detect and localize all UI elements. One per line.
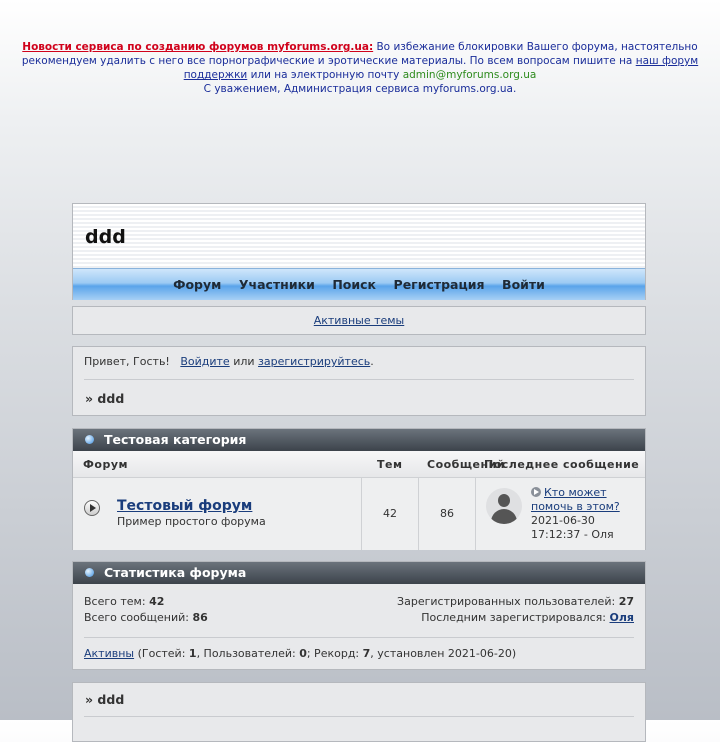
forum-header — [72, 203, 646, 300]
service-notice — [0, 40, 720, 96]
go-to-post-icon[interactable] — [531, 487, 541, 497]
users-value: 0 — [299, 647, 307, 660]
guests-label: (Гостей: — [134, 647, 189, 660]
forum-title: ddd — [85, 226, 126, 248]
notice-text-1: Во избежание блокировки Вашего форума, настоятельно рекомендуем удалить с него все порнографические и эротические материалы. По всем вопросам пишите на — [21, 41, 698, 67]
greeting-line: Привет, Гость! Войдите или зарегистрируйтесь. — [84, 355, 374, 368]
nav-members[interactable]: Участники — [238, 277, 315, 292]
greeting-text: Привет, Гость! — [84, 355, 170, 368]
stats-header — [73, 562, 645, 584]
active-topics-link[interactable]: Активные темы — [313, 314, 405, 327]
forum-row — [73, 478, 645, 550]
stats-registered-value: 27 — [618, 595, 634, 608]
bullet-icon — [85, 435, 94, 444]
online-stats — [84, 647, 516, 660]
divider — [84, 379, 634, 380]
or-text: или — [233, 355, 255, 368]
last-post-info — [531, 486, 641, 542]
welcome-panel — [72, 346, 646, 416]
guests-value: 1 — [188, 647, 197, 660]
stats-registered-label: Зарегистрированных пользователей: — [397, 595, 616, 608]
divider — [84, 637, 634, 638]
stats-block — [72, 561, 646, 670]
active-topics-bar — [72, 306, 646, 335]
active-users-link[interactable]: Активны — [84, 647, 135, 660]
users-label: , Пользователей: — [196, 647, 300, 660]
last-post-date: 2021-06-30 — [531, 514, 595, 527]
stats-topics — [84, 595, 164, 608]
col-last-post: Последнее сообщение — [484, 458, 640, 471]
forum-status-icon — [84, 500, 100, 516]
login-link[interactable]: Войдите — [180, 355, 230, 368]
stats-posts — [84, 611, 208, 624]
forum-description: Пример простого форума — [117, 515, 266, 528]
forum-post-count: 86 — [440, 507, 454, 520]
stats-registered — [397, 595, 634, 608]
record-date: , установлен 2021-06-20) — [370, 647, 517, 660]
forum-name-link[interactable]: Тестовый форум — [117, 498, 253, 514]
col-topics: Тем — [377, 458, 403, 471]
stats-topics-value: 42 — [149, 595, 165, 608]
header-stripes — [73, 204, 645, 268]
stats-posts-value: 86 — [192, 611, 208, 624]
record-value: 7 — [362, 647, 371, 660]
nav-forum[interactable]: Форум — [173, 277, 222, 292]
col-posts: Сообщений — [427, 458, 506, 471]
stats-posts-label: Всего сообщений: — [84, 611, 189, 624]
last-registered-user-link[interactable]: Оля — [609, 611, 634, 624]
record-label: ; Рекорд: — [306, 647, 363, 660]
admin-email: admin@myforums.org.ua — [402, 69, 537, 81]
col-forum: Форум — [83, 458, 129, 471]
nav-search[interactable]: Поиск — [332, 277, 377, 292]
main-nav — [73, 268, 645, 300]
stats-last-registered-label: Последним зарегистрировался: — [421, 611, 607, 624]
stats-title: Статистика форума — [104, 565, 247, 580]
stats-last-registered — [421, 611, 634, 624]
stats-topics-label: Всего тем: — [84, 595, 146, 608]
col-divider — [475, 478, 476, 550]
category-block — [72, 428, 646, 550]
support-forum-link[interactable]: наш форум поддержки — [183, 55, 699, 81]
register-link[interactable]: зарегистрируйтесь — [258, 355, 371, 368]
bullet-icon — [85, 568, 94, 577]
category-title[interactable]: Тестовая категория — [104, 432, 247, 447]
notice-text-2: или на электронную почту — [247, 69, 403, 81]
last-post-meta: 17:12:37 - Оля — [531, 528, 614, 541]
column-headers — [73, 451, 645, 478]
footer-panel — [72, 682, 646, 742]
user-avatar-icon — [486, 488, 522, 524]
col-divider — [418, 478, 419, 550]
footer-breadcrumb[interactable]: » ddd — [85, 692, 125, 707]
nav-register[interactable]: Регистрация — [393, 277, 485, 292]
col-divider — [361, 478, 362, 550]
category-header — [73, 429, 645, 451]
nav-login[interactable]: Войти — [502, 277, 545, 292]
last-post-link[interactable]: Кто может помочь в этом? — [531, 486, 620, 513]
divider — [84, 716, 634, 717]
notice-signature: С уважением, Администрация сервиса myforums.org.ua. — [203, 83, 517, 95]
forum-topic-count: 42 — [383, 507, 397, 520]
news-link[interactable]: Новости сервиса по созданию форумов myforums.org.ua: — [22, 41, 374, 53]
breadcrumb[interactable]: » ddd — [85, 391, 125, 406]
